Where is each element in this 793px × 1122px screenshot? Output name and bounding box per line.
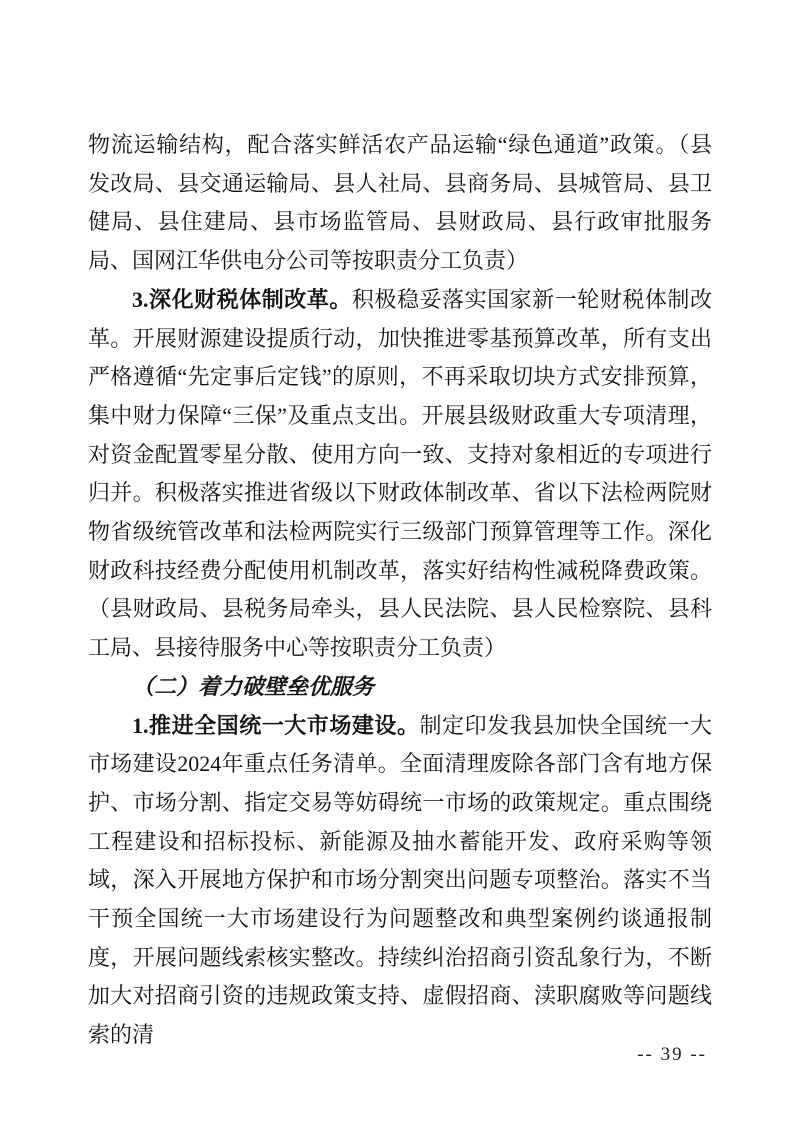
document-body (88, 126, 712, 1055)
section-heading-text: （二）着力破壁垒优服务 (132, 673, 375, 699)
paragraph (88, 126, 712, 281)
section-heading (88, 668, 712, 707)
paragraph-lead: 1.推进全国统一大市场建设。 (132, 712, 420, 738)
page-number: -- 39 -- (637, 1044, 707, 1065)
paragraph-lead: 3.深化财税体制改革。 (132, 286, 352, 312)
paragraph-text: 物流运输结构，配合落实鲜活农产品运输“绿色通道”政策。（县发改局、县交通运输局、县人社局、县商务局、县城管局、县卫健局、县住建局、县市场监管局、县财政局、县行政审批服务局、国网江华供电分公司等按职责分工负责） (88, 132, 712, 274)
paragraph-text: 积极稳妥落实国家新一轮财税体制改革。开展财源建设提质行动，加快推进零基预算改革，所有支出严格遵循“先定事后定钱”的原则，不再采取切块方式安排预算，集中财力保障“三保”及重点支出。开展县级财政重大专项清理，对资金配置零星分散、使用方向一致、支持对象相近的专项进行归并。积极落实推进省级以下财政体制改革、省以下法检两院财物省级统管改革和法检两院实行三级部门预算管理等工作。深化财政科技经费分配使用机制改革，落实好结构性减税降费政策。（县财政局、县税务局牵头，县人民法院、县人民检察院、县科工局、县接待服务中心等按职责分工负责） (88, 286, 712, 661)
paragraph-text: 制定印发我县加快全国统一大市场建设2024年重点任务清单。全面清理废除各部门含有地方保护、市场分割、指定交易等妨碍统一市场的政策规定。重点围绕工程建设和招标投标、新能源及抽水蓄能开发、政府采购等领域，深入开展地方保护和市场分割突出问题专项整治。落实不当干预全国统一大市场建设行为问题整改和典型案例约谈通报制度，开展问题线索核实整改。持续纠治招商引资乱象行为，不断加大对招商引资的违规政策支持、虚假招商、渎职腐败等问题线索的清 (88, 712, 712, 1048)
paragraph (88, 707, 712, 1055)
paragraph (88, 281, 712, 668)
